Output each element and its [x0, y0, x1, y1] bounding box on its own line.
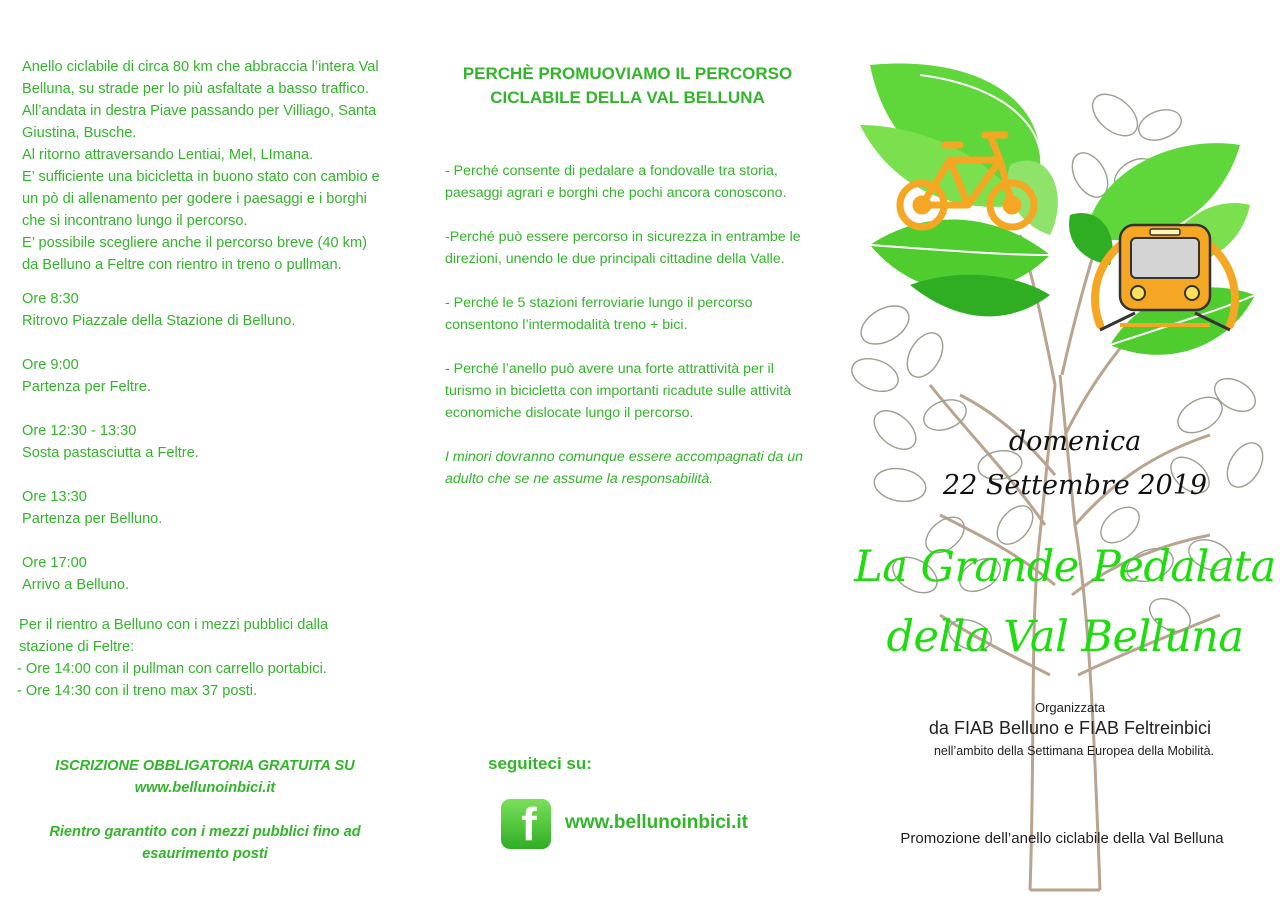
- organizer-block: [870, 700, 1270, 762]
- registration-block: [30, 755, 380, 865]
- event-title: [850, 532, 1280, 672]
- event-date: [910, 420, 1240, 508]
- schedule-time: Ore 17:00: [22, 555, 87, 571]
- schedule-entry: [22, 288, 387, 332]
- schedule-desc: Partenza per Feltre.: [22, 379, 151, 395]
- promotion-text: Promozione dell’anello ciclabile della Val Belluna: [900, 830, 1224, 847]
- intro-paragraph: All’andata in destra Piave passando per Villiago, Santa Giustina, Busche.: [22, 103, 377, 141]
- event-day: domenica: [1008, 426, 1142, 457]
- minors-note: I minori dovranno comunque essere accompagnati da un adulto che se ne assume la responsabilità.: [445, 449, 804, 487]
- schedule-entry: [22, 486, 387, 530]
- follow-label: seguiteci su:: [488, 754, 592, 773]
- intro-paragraph: Al ritorno attraversando Lentiai, Mel, LImana.: [22, 147, 314, 163]
- left-column: [17, 56, 387, 702]
- return-option: - Ore 14:30 con il treno max 37 posti.: [17, 683, 258, 699]
- event-date-text: 22 Settembre 2019: [942, 470, 1208, 501]
- reason-item: - Perché consente di pedalare a fondovalle tra storia, paesaggi agrari e borghi che pochi ancora conoscono.: [445, 163, 787, 201]
- registration-heading: ISCRIZIONE OBBLIGATORIA GRATUITA SU: [55, 758, 355, 774]
- schedule-entry: [22, 420, 387, 464]
- schedule-time: Ore 13:30: [22, 489, 87, 505]
- reason-item: - Perché le 5 stazioni ferroviarie lungo il percorso consentono l’intermodalità treno + bici.: [445, 295, 753, 333]
- intro-paragraph: E’ sufficiente una bicicletta in buono stato con cambio e un pò di allenamento per godere i paesaggi e i borghi che si incontrano lungo il percorso.: [22, 169, 380, 229]
- schedule-desc: Sosta pastasciutta a Feltre.: [22, 445, 199, 461]
- intro-text: [22, 56, 387, 276]
- return-intro: Per il rientro a Belluno con i mezzi pubblici dalla stazione di Feltre:: [19, 617, 329, 655]
- schedule: [22, 288, 387, 596]
- return-option: - Ore 14:00 con il pullman con carrello portabici.: [17, 661, 327, 677]
- organizer-names: da FIAB Belluno e FIAB Feltreinbici: [928, 718, 1212, 738]
- schedule-entry: [22, 354, 387, 398]
- reason-item: -Perché può essere percorso in sicurezza in entrambe le direzioni, unendo le due principali cittadine della Valle.: [445, 229, 801, 267]
- schedule-time: Ore 12:30 - 13:30: [22, 423, 137, 439]
- facebook-icon[interactable]: f: [501, 799, 551, 849]
- schedule-time: Ore 9:00: [22, 357, 79, 373]
- schedule-desc: Arrivo a Belluno.: [22, 577, 130, 593]
- return-info: [19, 614, 349, 702]
- reasons-title: PERCHÈ PROMUOVIAMO IL PERCORSO CICLABILE DELLA VAL BELLUNA: [462, 64, 793, 107]
- schedule-desc: Ritrovo Piazzale della Stazione di Belluno.: [22, 313, 296, 329]
- event-title-line: La Grande Pedalata: [854, 542, 1276, 592]
- organizer-context: nell’ambito della Settimana Europea della Mobilità.: [933, 744, 1215, 758]
- intro-paragraph: E’ possibile scegliere anche il percorso breve (40 km) da Belluno a Feltre con rientro in treno o pullman.: [22, 235, 367, 273]
- reason-item: - Perché l’anello può avere una forte attrattività per il turismo in bicicletta con importanti ricadute sulle attività economiche dislocate lungo il percorso.: [445, 361, 792, 421]
- schedule-entry: [22, 552, 387, 596]
- schedule-time: Ore 8:30: [22, 291, 79, 307]
- registration-guarantee: Rientro garantito con i mezzi pubblici fino ad esaurimento posti: [49, 824, 361, 862]
- website-link[interactable]: www.bellunoinbici.it: [565, 812, 748, 833]
- event-title-line: della Val Belluna: [886, 612, 1244, 662]
- registration-link[interactable]: www.bellunoinbici.it: [134, 780, 276, 796]
- reasons-list: [445, 160, 810, 424]
- schedule-desc: Partenza per Belluno.: [22, 511, 163, 527]
- organizer-label: Organizzata: [1034, 700, 1106, 715]
- intro-paragraph: Anello ciclabile di circa 80 km che abbraccia l’intera Val Belluna, su strade per lo più asfaltate a basso traffico.: [22, 59, 379, 97]
- middle-column: [445, 62, 810, 490]
